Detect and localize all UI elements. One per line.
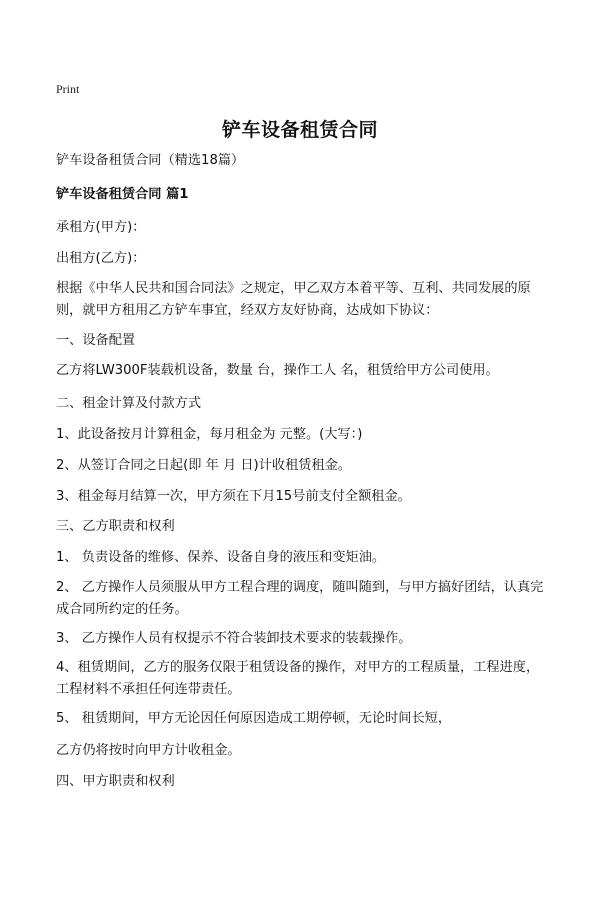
clause-3-paragraph-2: 2、 乙方操作人员须服从甲方工程合理的调度，随叫随到，与甲方搞好团结，认真完成合同所约定的任务。 [56, 580, 544, 617]
clause-heading-4: 四、甲方职责和权利 [56, 774, 175, 789]
intro-paragraph: 根据《中华人民共和国合同法》之规定，甲乙双方本着平等、互利、共同发展的原则，就甲方租用乙方铲车事宜，经双方友好协商，达成如下协议： [56, 281, 531, 318]
clause-3-paragraph-1: 1、 负责设备的维修、保养、设备自身的液压和变矩油。 [56, 550, 386, 565]
clause-2-paragraph-2: 2、从签订合同之日起(即 年 月 日)计收租赁租金。 [56, 458, 352, 473]
clause-3-paragraph-4: 4、租赁期间，乙方的服务仅限于租赁设备的操作，对甲方的工程质量，工程进度，工程材料不承担任何连带责任。 [56, 660, 540, 697]
clause-3-paragraph-6: 乙方仍将按时向甲方计收租金。 [56, 743, 241, 758]
document-title: 铲车设备租赁合同 [221, 119, 378, 141]
clause-heading-1: 一、设备配置 [56, 333, 136, 348]
clause-heading-2: 二、租金计算及付款方式 [56, 396, 202, 411]
clause-heading-3: 三、乙方职责和权利 [56, 519, 175, 534]
section-heading: 铲车设备租赁合同 篇1 [56, 187, 189, 202]
document-subtitle: 铲车设备租赁合同（精选18篇） [56, 153, 245, 168]
lessee-line: 承租方(甲方)： [56, 220, 146, 235]
clause-3-paragraph-5: 5、 租赁期间，甲方无论因任何原因造成工期停顿，无论时间长短， [56, 711, 452, 726]
print-link[interactable]: Print [56, 82, 80, 96]
clause-1-paragraph-1: 乙方将LW300F装载机设备，数量 台，操作工人 名，租赁给甲方公司使用。 [56, 363, 499, 378]
clause-2-paragraph-3: 3、租金每月结算一次，甲方须在下月15号前支付全额租金。 [56, 489, 411, 504]
clause-3-paragraph-3: 3、 乙方操作人员有权提示不符合装卸技术要求的装载操作。 [56, 631, 412, 646]
clause-2-paragraph-1: 1、此设备按月计算租金，每月租金为 元整。(大写：) [56, 427, 363, 442]
lessor-line: 出租方(乙方)： [56, 251, 146, 266]
